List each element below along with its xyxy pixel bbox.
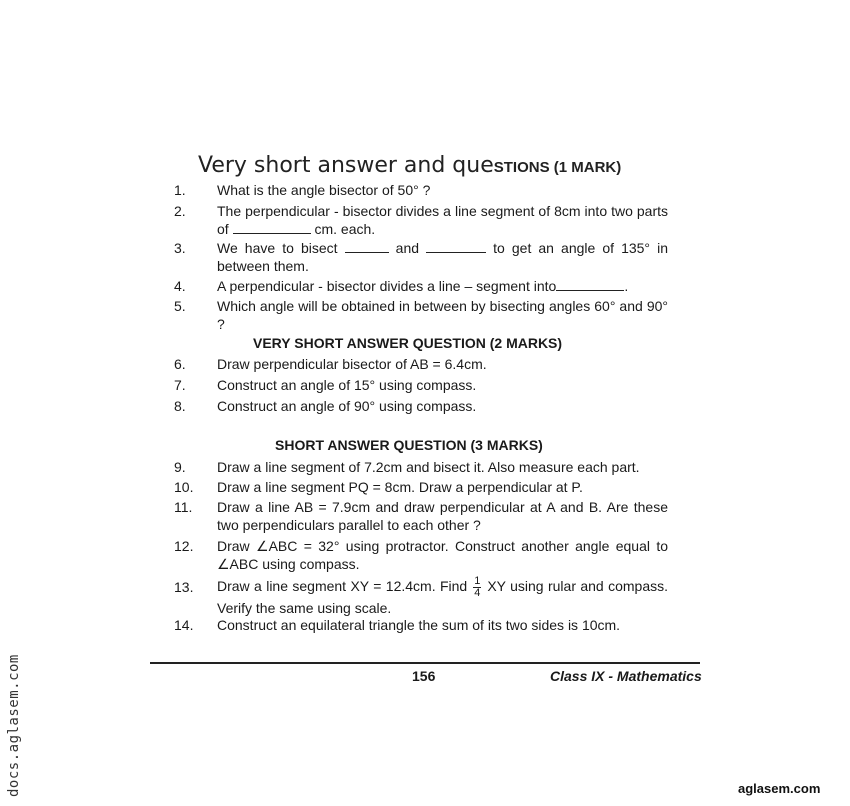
question-text: What is the angle bisector of 50° ? (217, 182, 431, 198)
answer-blank (233, 221, 311, 234)
question-text-part: to get an angle of 135° in between them. (217, 240, 668, 274)
question-item (174, 277, 668, 295)
question-text: Which angle will be obtained in between by bisecting angles 60° and 90° ? (217, 298, 668, 332)
question-text (217, 576, 668, 617)
section-title-part1: Very short answer and que (198, 153, 494, 178)
section-title-1-mark (198, 153, 621, 178)
question-text-part: ∠ABC using compass. (217, 556, 360, 572)
question-item (174, 576, 668, 617)
question-text-part: We have to bisect (217, 240, 338, 256)
question-text (217, 537, 668, 573)
question-number: 7. (174, 377, 186, 393)
question-text-part: and (395, 240, 420, 256)
answer-blank (556, 278, 624, 291)
page-number: 156 (412, 668, 436, 684)
section-heading-3-marks: SHORT ANSWER QUESTION (3 MARKS) (275, 437, 543, 453)
question-number: 10. (174, 479, 194, 495)
question-number: 9. (174, 459, 186, 475)
question-item (174, 537, 668, 573)
question-number: 5. (174, 298, 186, 314)
question-text-part: A perpendicular - bisector divides a line – segment into (217, 278, 557, 294)
fraction-denominator: 4 (474, 587, 481, 599)
question-item (174, 297, 668, 333)
question-number: 11. (174, 499, 193, 515)
question-text-part: . (624, 278, 629, 294)
question-text: Draw a line AB = 7.9cm and draw perpendicular at A and B. Are these two perpendiculars parallel to each other ? (217, 499, 668, 533)
question-item (174, 397, 668, 415)
question-number: 2. (174, 203, 186, 219)
answer-blank (345, 240, 389, 253)
section-title-part2: STIONS (1 MARK) (493, 159, 622, 176)
question-item (174, 355, 668, 373)
book-title: Class IX - Mathematics (550, 668, 702, 684)
question-text (217, 277, 668, 295)
question-number: 1. (174, 182, 186, 198)
brand-watermark: aglasem.com (738, 781, 821, 796)
question-item (174, 202, 668, 238)
question-item (174, 239, 668, 275)
question-text: Construct an angle of 90° using compass. (217, 398, 477, 414)
question-item (174, 458, 668, 476)
question-number: 6. (174, 356, 186, 372)
question-item (174, 376, 668, 394)
question-text: Construct an angle of 15° using compass. (217, 377, 477, 393)
side-watermark: docs.aglasem.com (6, 654, 22, 797)
question-item (174, 616, 668, 634)
fraction-numerator: 1 (474, 575, 481, 587)
question-text-part: cm. each. (314, 221, 376, 237)
question-text (217, 202, 668, 238)
question-text: Draw perpendicular bisector of AB = 6.4cm. (217, 356, 487, 372)
question-item (174, 478, 668, 496)
question-number: 8. (174, 398, 186, 414)
question-number: 13. (174, 579, 194, 595)
question-number: 3. (174, 240, 186, 256)
question-number: 4. (174, 278, 186, 294)
question-text: Draw a line segment PQ = 8cm. Draw a perpendicular at P. (217, 479, 583, 495)
fraction-one-quarter (473, 576, 481, 599)
answer-blank (426, 240, 486, 253)
question-text-part: The perpendicular - bisector divides a line segment of 8cm into two parts of (217, 203, 668, 237)
question-number: 12. (174, 538, 194, 554)
question-text-part: XY using rular and compass. Verify the same using scale. (217, 578, 668, 616)
question-text (217, 239, 668, 275)
footer-rule (150, 662, 700, 664)
section-heading-2-marks: VERY SHORT ANSWER QUESTION (2 MARKS) (253, 335, 563, 351)
question-text: Draw a line segment of 7.2cm and bisect it. Also measure each part. (217, 459, 640, 475)
question-item (174, 181, 668, 199)
question-text: Construct an equilateral triangle the sum of its two sides is 10cm. (217, 617, 621, 633)
question-item (174, 498, 668, 534)
question-text-part: Draw a line segment XY = 12.4cm. Find (217, 578, 468, 595)
question-number: 14. (174, 617, 194, 633)
question-text-part: Draw ∠ABC = 32° using protractor. Construct another angle equal to (217, 538, 668, 554)
